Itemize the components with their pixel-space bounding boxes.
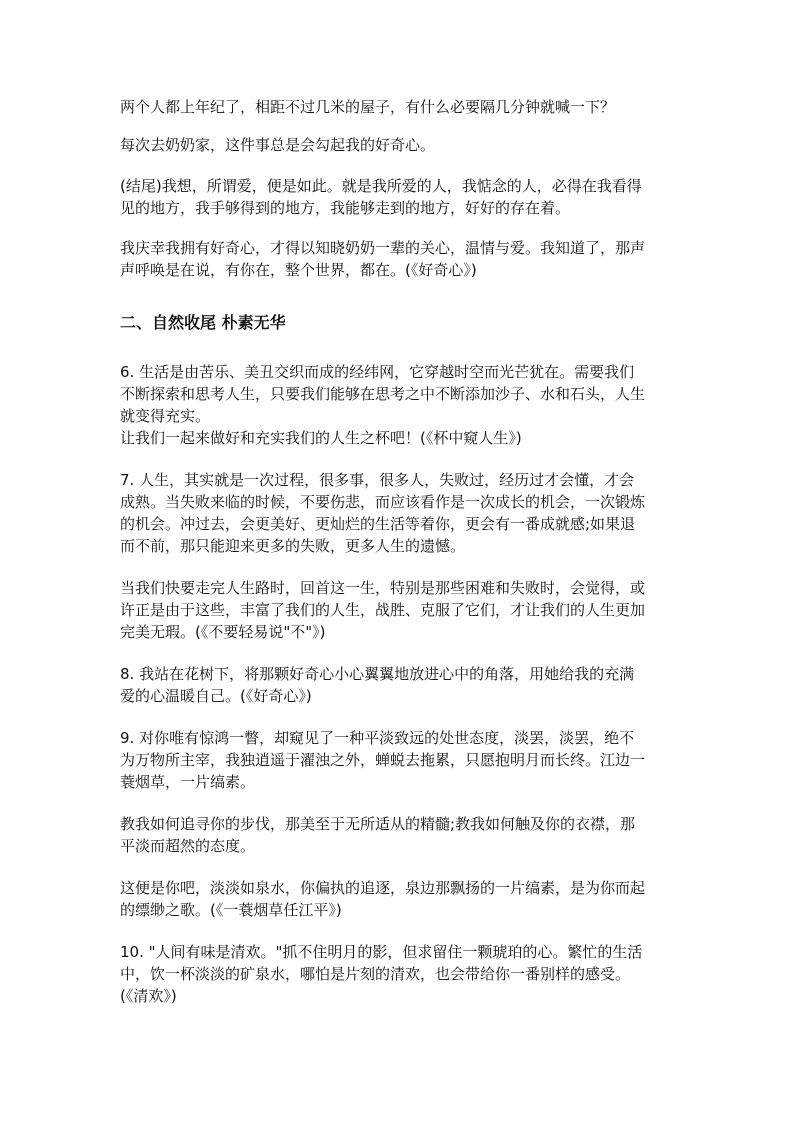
text-line: 当我们快要走完人生路时，回首这一生，特别是那些困难和失败时，会觉得，或 bbox=[120, 579, 646, 597]
text-line: (《清欢》) bbox=[120, 987, 177, 1005]
text-line: 而不前，那只能迎来更多的失败，更多人生的遗憾。 bbox=[120, 537, 466, 555]
text-line: 见的地方，我手够得到的地方，我能够走到的地方，好好的存在着。 bbox=[120, 199, 571, 217]
paragraph-item-8 bbox=[120, 663, 674, 707]
text-line: 蓑烟草，一片缟素。 bbox=[120, 773, 256, 791]
text-line: 每次去奶奶家，这件事总是会勾起我的好奇心。 bbox=[120, 136, 436, 154]
text-line: (结尾)我想，所谓爱，便是如此。就是我所爱的人，我惦念的人，必得在我看得 bbox=[120, 177, 642, 195]
text-line: 完美无瑕。(《不要轻易说"不"》) bbox=[120, 623, 326, 641]
text-line: 这便是你吧，淡淡如泉水，你偏执的追逐，泉边那飘扬的一片缟素，是为你而起 bbox=[120, 879, 646, 897]
text-line: 让我们一起来做好和充实我们的人生之杯吧！(《杯中窥人生》) bbox=[120, 429, 522, 447]
text-line: 的机会。冲过去，会更美好、更灿烂的生活等着你，更会有一番成就感;如果退 bbox=[120, 515, 636, 533]
text-line: 的缥缈之歌。(《一蓑烟草任江平》) bbox=[120, 901, 342, 919]
paragraph-item-10 bbox=[120, 941, 674, 1007]
paragraph bbox=[120, 577, 674, 643]
text-line: 声呼唤是在说，有你在，整个世界，都在。(《好奇心》) bbox=[120, 261, 477, 279]
text-line: 平淡而超然的态度。 bbox=[120, 837, 256, 855]
text-line: 爱的心温暖自己。(《好奇心》) bbox=[120, 687, 312, 705]
paragraph bbox=[120, 237, 674, 281]
text-line: 10. "人间有味是清欢。"抓不住明月的影，但求留住一颗琥珀的心。繁忙的生活 bbox=[120, 943, 643, 961]
text-line: 许正是由于这些，丰富了我们的人生，战胜、克服了它们，才让我们的人生更加 bbox=[120, 601, 646, 619]
text-line: 教我如何追寻你的步伐，那美至于无所适从的精髓;教我如何触及你的衣襟，那 bbox=[120, 815, 636, 833]
paragraph-item-9 bbox=[120, 727, 674, 793]
section-heading bbox=[120, 311, 674, 335]
text-line: 成熟。当失败来临的时候，不要伤悲，而应该看作是一次成长的机会，一次锻炼 bbox=[120, 493, 646, 511]
text-line: 9. 对你唯有惊鸿一瞥，却窥见了一种平淡致远的处世态度，淡罢，淡罢，绝不 bbox=[120, 729, 635, 747]
text-line: 6. 生活是由苦乐、美丑交织而成的经纬网，它穿越时空而光芒犹在。需要我们 bbox=[120, 363, 635, 381]
text-line: 就变得充实。 bbox=[120, 407, 211, 425]
paragraph bbox=[120, 877, 674, 921]
text-line: 8. 我站在花树下，将那颗好奇心小心翼翼地放进心中的角落，用她给我的充满 bbox=[120, 665, 635, 683]
text-line: 两个人都上年纪了，相距不过几米的屋子，有什么必要隔几分钟就喊一下？ bbox=[120, 98, 616, 116]
text-line: 为万物所主宰，我独逍遥于濯浊之外，蝉蜕去拖累，只愿抱明月而长终。江边一 bbox=[120, 751, 646, 769]
text-line: 我庆幸我拥有好奇心，才得以知晓奶奶一辈的关心，温情与爱。我知道了，那声 bbox=[120, 239, 646, 257]
heading-text: 二、自然收尾 朴素无华 bbox=[120, 313, 286, 332]
text-line: 中，饮一杯淡淡的矿泉水，哪怕是片刻的清欢，也会带给你一番别样的感受。 bbox=[120, 965, 631, 983]
paragraph-item-6 bbox=[120, 361, 674, 449]
paragraph-item-7 bbox=[120, 469, 674, 557]
paragraph bbox=[120, 96, 674, 118]
paragraph-ending bbox=[120, 175, 674, 219]
text-line: 7. 人生，其实就是一次过程，很多事，很多人，失败过，经历过才会懂，才会 bbox=[120, 471, 635, 489]
paragraph bbox=[120, 813, 674, 857]
paragraph bbox=[120, 134, 674, 156]
text-line: 不断探索和思考人生，只要我们能够在思考之中不断添加沙子、水和石头，人生 bbox=[120, 385, 646, 403]
